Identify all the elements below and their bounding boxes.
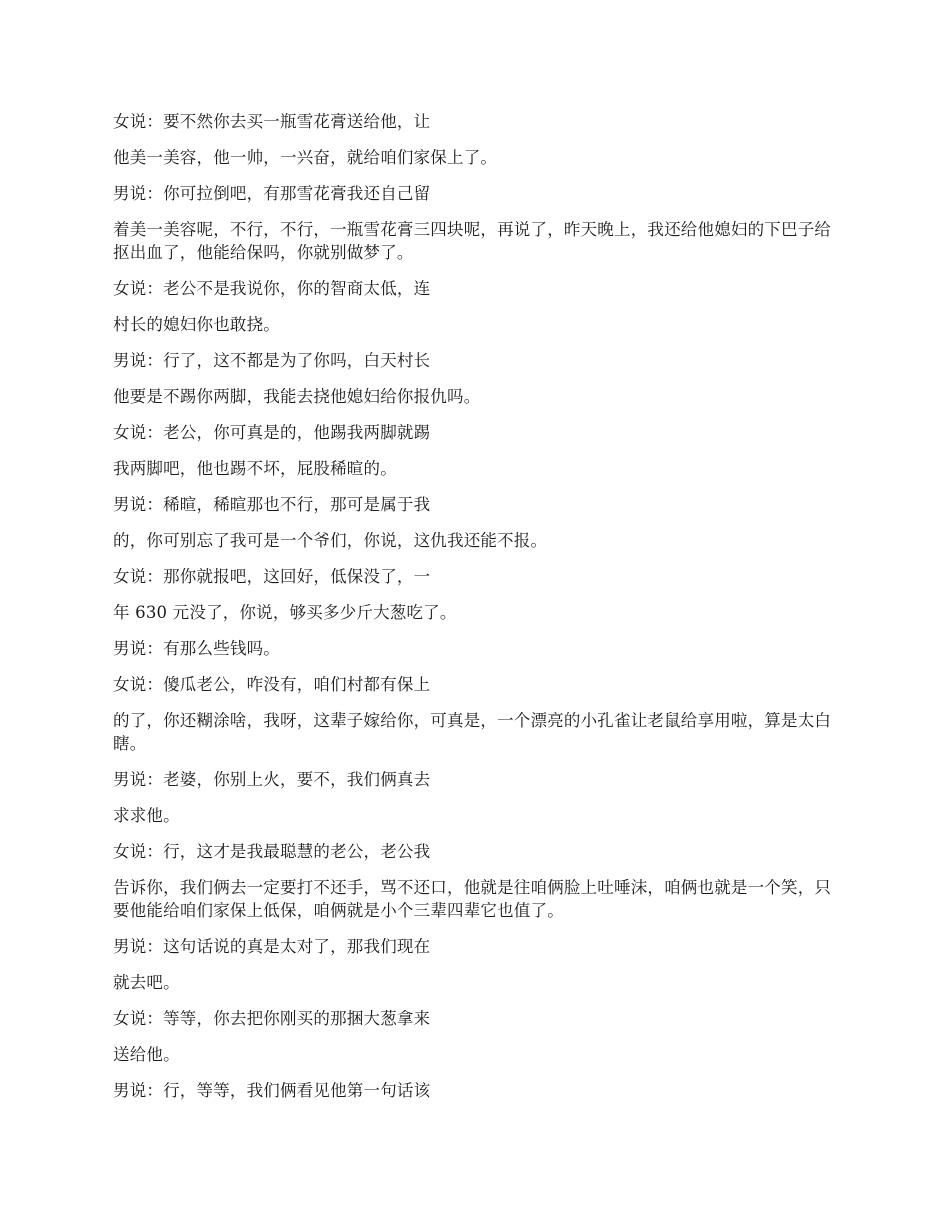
paragraph: 男说：行了，这不都是为了你吗，白天村长 xyxy=(113,351,431,370)
paragraph: 的，你可别忘了我可是一个爷们，你说，这仇我还能不报。 xyxy=(113,531,548,550)
paragraph: 男说：行，等等，我们俩看见他第一句话该 xyxy=(113,1081,431,1100)
paragraph: 女说：老公，你可真是的，他踢我两脚就踢 xyxy=(113,423,431,442)
paragraph: 就去吧。 xyxy=(113,973,180,992)
paragraph: 男说：老婆，你别上火，要不，我们俩真去 xyxy=(113,770,431,789)
paragraph: 他要是不踢你两脚，我能去挠他媳妇给你报仇吗。 xyxy=(113,387,481,406)
paragraph: 村长的媳妇你也敢挠。 xyxy=(113,315,280,334)
paragraph: 送给他。 xyxy=(113,1045,180,1064)
paragraph: 女说：那你就报吧，这回好，低保没了，一 xyxy=(113,567,431,586)
paragraph: 告诉你，我们俩去一定要打不还手，骂不还口，他就是往咱俩脸上吐唾沫，咱俩也就是一个笑，只要他能给咱们家保上低保，咱俩就是小个三辈四辈它也值了。 xyxy=(113,878,832,920)
paragraph: 男说：你可拉倒吧，有那雪花膏我还自己留 xyxy=(113,184,431,203)
paragraph: 女说：要不然你去买一瓶雪花膏送给他，让 xyxy=(113,112,431,131)
paragraph: 年 630 元没了，你说，够买多少斤大葱吃了。 xyxy=(113,603,457,622)
document-body xyxy=(113,110,843,1115)
paragraph: 我两脚吧，他也踢不坏，屁股稀暄的。 xyxy=(113,459,397,478)
paragraph: 女说：等等，你去把你刚买的那捆大葱拿来 xyxy=(113,1009,431,1028)
paragraph: 着美一美容呢，不行，不行，一瓶雪花膏三四块呢，再说了，昨天晚上，我还给他媳妇的下巴子给抠出血了，他能给保吗，你就别做梦了。 xyxy=(113,220,832,262)
paragraph: 男说：有那么些钱吗。 xyxy=(113,639,280,658)
paragraph: 女说：老公不是我说你，你的智商太低，连 xyxy=(113,279,431,298)
paragraph: 他美一美容，他一帅，一兴奋，就给咱们家保上了。 xyxy=(113,148,498,167)
paragraph: 男说：这句话说的真是太对了，那我们现在 xyxy=(113,937,431,956)
paragraph: 男说：稀暄，稀暄那也不行，那可是属于我 xyxy=(113,495,431,514)
paragraph: 女说：傻瓜老公，咋没有，咱们村都有保上 xyxy=(113,675,431,694)
paragraph: 的了，你还糊涂啥，我呀，这辈子嫁给你，可真是，一个漂亮的小孔雀让老鼠给享用啦，算是太白瞎。 xyxy=(113,711,832,753)
paragraph: 求求他。 xyxy=(113,806,180,825)
paragraph: 女说：行，这才是我最聪慧的老公，老公我 xyxy=(113,842,431,861)
